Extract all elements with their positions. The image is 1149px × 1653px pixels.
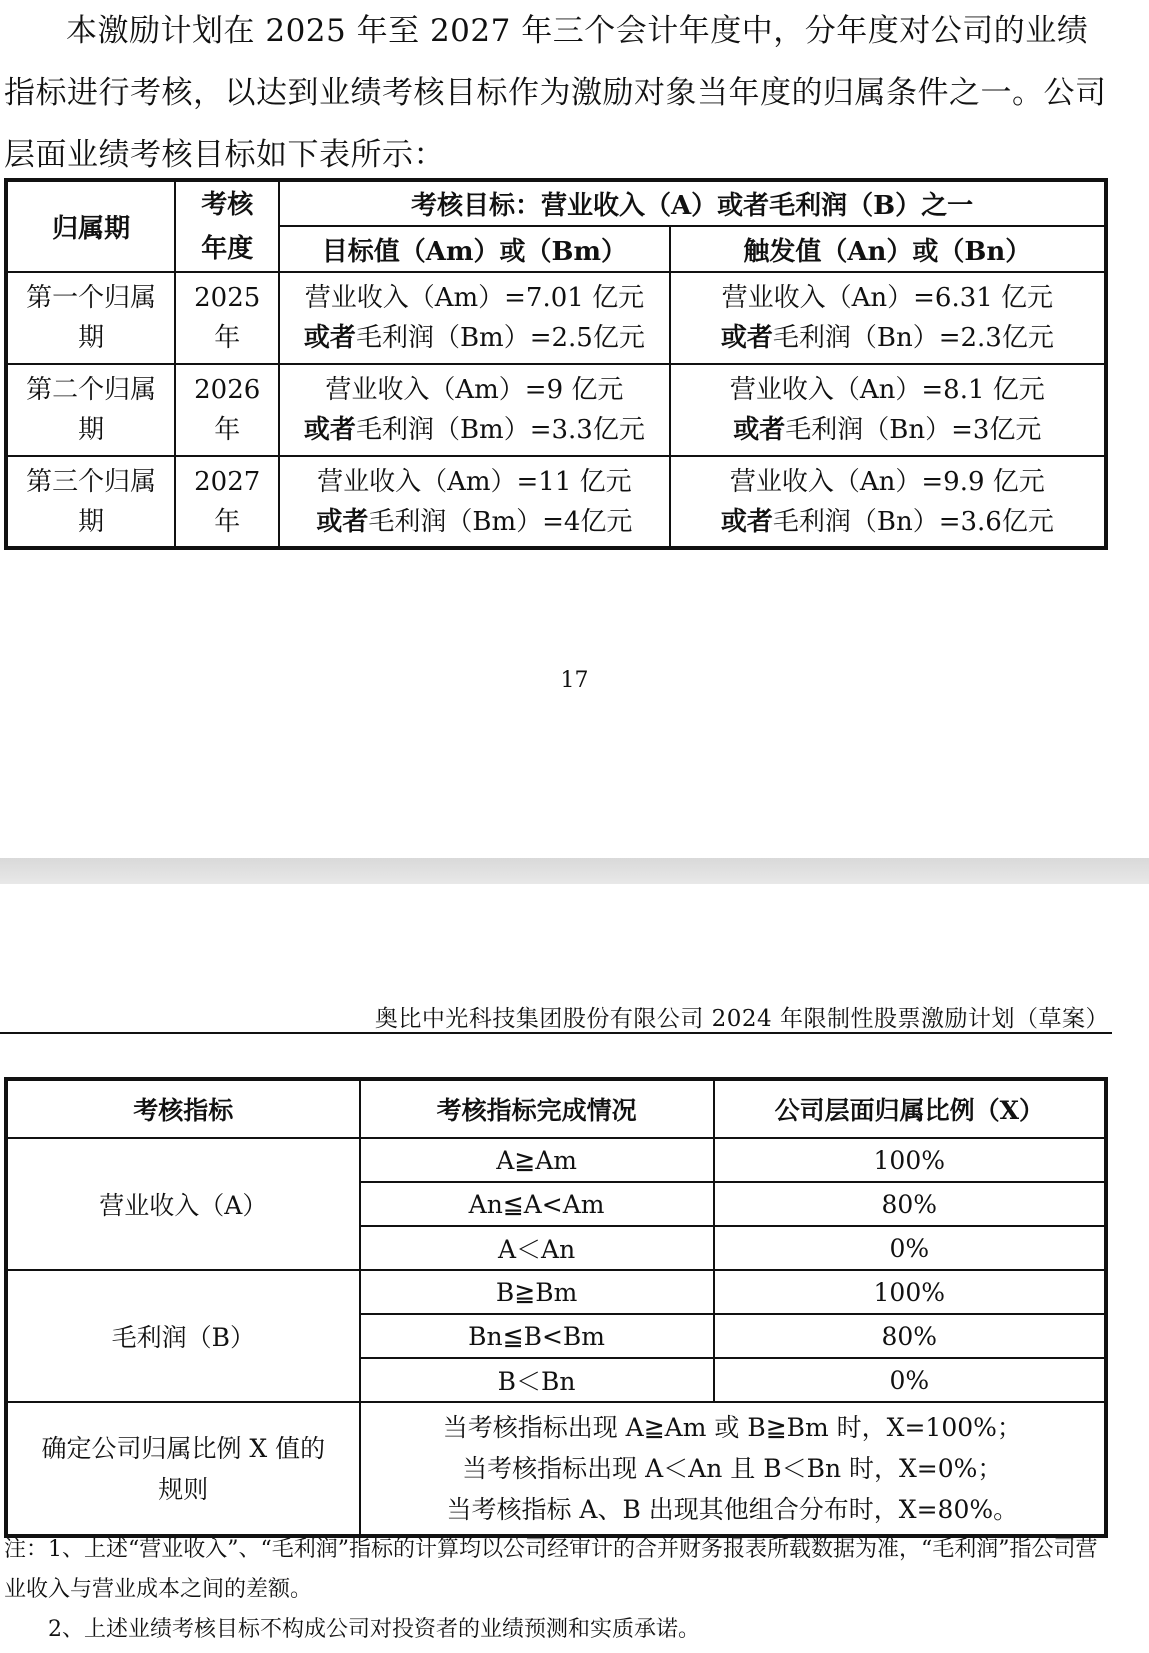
header-metric: 考核指标	[6, 1079, 360, 1138]
ratio-cell: 0%	[714, 1226, 1106, 1270]
year-cell: 2026 年	[175, 364, 279, 456]
running-header: 奥比中光科技集团股份有限公司 2024 年限制性股票激励计划（草案）	[374, 1006, 1109, 1032]
rules-row	[6, 1402, 1106, 1536]
header-rule	[0, 1032, 1112, 1034]
vesting-ratio-table	[4, 1077, 1108, 1538]
ratio-cell: 0%	[714, 1358, 1106, 1402]
metric-cell: 营业收入（A）	[6, 1138, 360, 1270]
period-cell: 第二个归属 期	[6, 364, 175, 456]
header-period: 归属期	[6, 180, 175, 272]
table-row	[6, 456, 1106, 548]
page-separator	[0, 858, 1149, 884]
condition-cell: B≧Bm	[360, 1270, 714, 1314]
rule-text-cell	[360, 1402, 1106, 1536]
header-year: 考核 年度	[175, 180, 279, 272]
condition-cell: An≦A<Am	[360, 1182, 714, 1226]
period-cell: 第三个归属 期	[6, 456, 175, 548]
year-cell: 2027 年	[175, 456, 279, 548]
table-row	[6, 272, 1106, 364]
ratio-cell: 80%	[714, 1314, 1106, 1358]
rule-line: 当考核指标出现 A＜An 且 B＜Bn 时，X=0%；	[462, 1454, 1003, 1483]
ratio-cell: 80%	[714, 1182, 1106, 1226]
table-row	[6, 1138, 1106, 1182]
condition-cell: A＜An	[360, 1226, 714, 1270]
ratio-cell: 100%	[714, 1138, 1106, 1182]
table-row	[6, 1270, 1106, 1314]
trigger-cell: 营业收入（An）=8.1 亿元 或者毛利润（Bn）=3亿元	[670, 364, 1106, 456]
ratio-cell: 100%	[714, 1270, 1106, 1314]
condition-cell: Bn≦B<Bm	[360, 1314, 714, 1358]
rule-label-cell: 确定公司归属比例 X 值的 规则	[6, 1402, 360, 1536]
target-cell: 营业收入（Am）=7.01 亿元 或者毛利润（Bm）=2.5亿元	[279, 272, 670, 364]
note-2: 2、上述业绩考核目标不构成公司对投资者的业绩预测和实质承诺。	[48, 1617, 700, 1642]
condition-cell: B＜Bn	[360, 1358, 714, 1402]
period-cell: 第一个归属 期	[6, 272, 175, 364]
header-trigger: 触发值（An）或（Bn）	[670, 226, 1106, 272]
header-target: 目标值（Am）或（Bm）	[279, 226, 670, 272]
header-completion: 考核指标完成情况	[360, 1079, 714, 1138]
header-ratio: 公司层面归属比例（X）	[714, 1079, 1106, 1138]
intro-paragraph: 本激励计划在 2025 年至 2027 年三个会计年度中，分年度对公司的业绩指标进行考核，以达到业绩考核目标作为激励对象当年度的归属条件之一。公司层面业绩考核目标如下表所示：	[4, 13, 1107, 173]
year-cell: 2025 年	[175, 272, 279, 364]
performance-target-table	[4, 178, 1108, 550]
table-row	[6, 364, 1106, 456]
condition-cell: A≧Am	[360, 1138, 714, 1182]
note-1: 注：1、上述“营业收入”、“毛利润”指标的计算均以公司经审计的合并财务报表所载数据为准，“毛利润”指公司营业收入与营业成本之间的差额。	[4, 1537, 1098, 1602]
rule-line: 当考核指标 A、B 出现其他组合分布时，X=80%。	[446, 1495, 1019, 1524]
target-cell: 营业收入（Am）=11 亿元 或者毛利润（Bm）=4亿元	[279, 456, 670, 548]
trigger-cell: 营业收入（An）=6.31 亿元 或者毛利润（Bn）=2.3亿元	[670, 272, 1106, 364]
header-goal: 考核目标：营业收入（A）或者毛利润（B）之一	[279, 180, 1106, 226]
target-cell: 营业收入（Am）=9 亿元 或者毛利润（Bm）=3.3亿元	[279, 364, 670, 456]
trigger-cell: 营业收入（An）=9.9 亿元 或者毛利润（Bn）=3.6亿元	[670, 456, 1106, 548]
page-number: 17	[560, 668, 589, 693]
rule-line: 当考核指标出现 A≧Am 或 B≧Bm 时，X=100%；	[442, 1413, 1022, 1442]
metric-cell: 毛利润（B）	[6, 1270, 360, 1402]
